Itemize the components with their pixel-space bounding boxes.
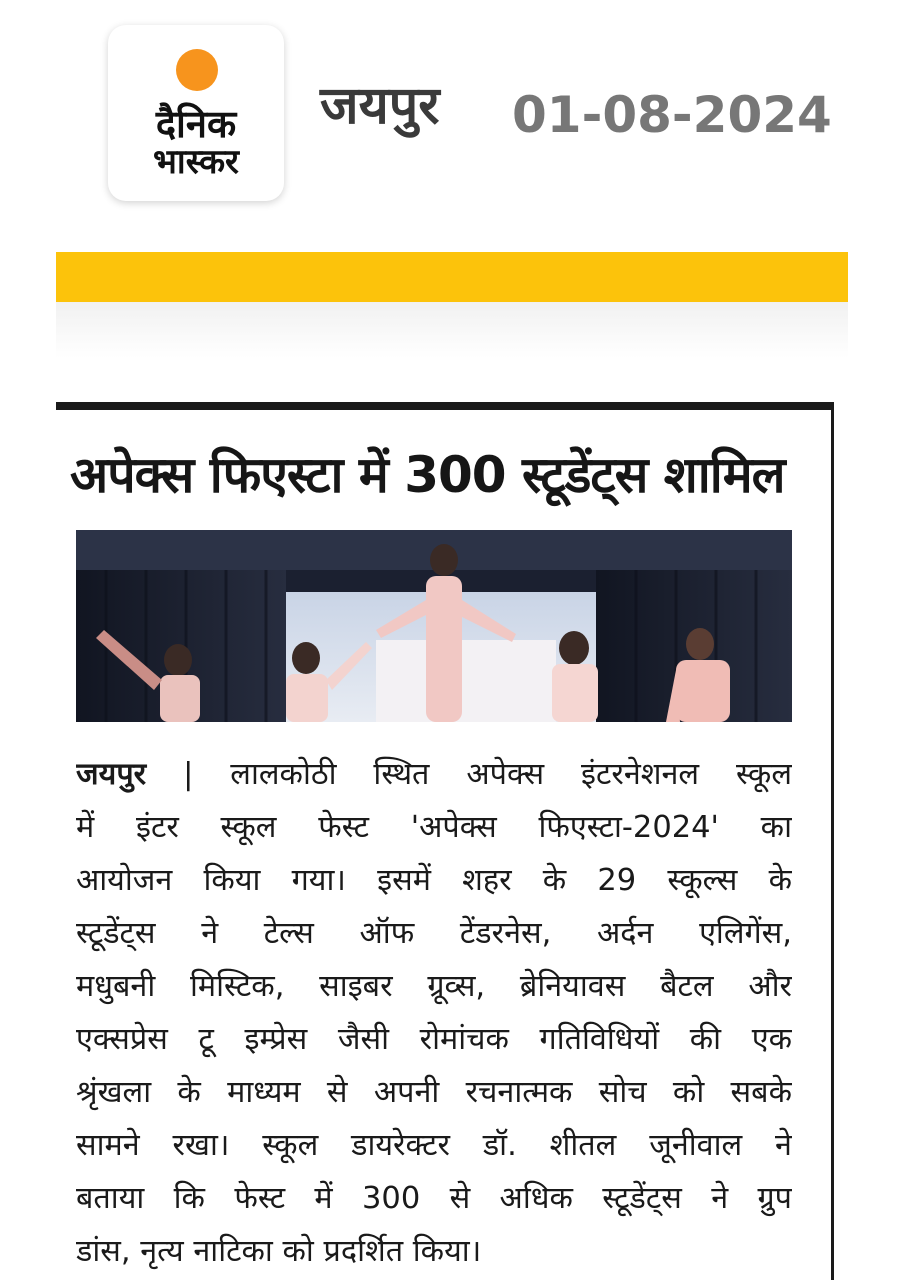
newspaper-logo: [108, 25, 284, 201]
dateline-separator: |: [183, 757, 194, 792]
article-body-line-2: में इंटर स्कूल फेस्ट 'अपेक्स फिएस्टा-2024' का: [76, 810, 792, 845]
article-body-line-8: सामने रखा। स्कूल डायरेक्टर डॉ. शीतल जूनीवाल ने: [76, 1128, 792, 1163]
edition-date: 01-08-2024: [512, 86, 832, 144]
sun-dot-icon: [176, 49, 218, 91]
edition-city: जयपुर: [320, 76, 440, 136]
article-body-line-5: मधुबनी मिस्टिक, साइबर ग्रूव्स, ब्रेनियावस बैटल और: [76, 969, 792, 1004]
logo-text-line2: भास्कर: [153, 142, 239, 182]
accent-bar: [56, 252, 848, 302]
article-body-line-9: बताया कि फेस्ट में 300 से अधिक स्टूडेंट्स ने ग्रुप: [76, 1181, 792, 1216]
article-dateline: जयपुर: [76, 757, 147, 792]
article-headline: अपेक्स फिएस्टा में 300 स्टूडेंट्स शामिल: [70, 446, 785, 504]
article-body-line-3: आयोजन किया गया। इसमें शहर के 29 स्कूल्स के: [76, 863, 792, 898]
article-body-line-1: जयपुर | लालकोठी स्थित अपेक्स इंटरनेशनल स्कूल: [76, 757, 792, 792]
stage-performance-photo: [76, 530, 792, 722]
divider-band: [56, 302, 848, 358]
article-body-line-7: श्रृंखला के माध्यम से अपनी रचनात्मक सोच को सबके: [76, 1075, 792, 1110]
article-body-line-6: एक्सप्रेस टू इम्प्रेस जैसी रोमांचक गतिविधियों की एक: [76, 1022, 792, 1057]
article-body: [76, 748, 792, 1278]
article-body-line-4: स्टूडेंट्स ने टेल्स ऑफ टेंडरनेस, अर्दन एलिगेंस,: [76, 916, 792, 951]
article-body-line-10: डांस, नृत्य नाटिका को प्रदर्शित किया।: [76, 1234, 482, 1269]
logo-text-line1: दैनिक: [155, 102, 237, 146]
